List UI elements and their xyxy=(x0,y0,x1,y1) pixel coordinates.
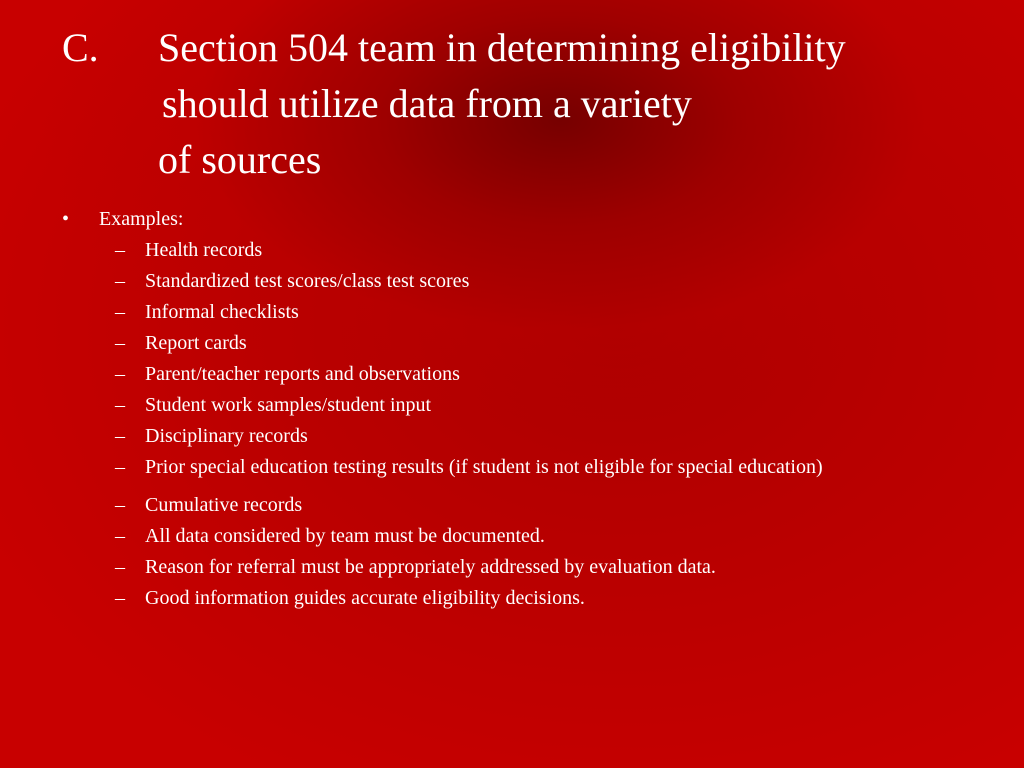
list-item xyxy=(62,490,962,521)
list-item-text: Report cards xyxy=(145,332,247,354)
slide-content xyxy=(62,204,962,614)
title-line-3 xyxy=(62,132,1002,188)
dash-icon: – xyxy=(115,301,125,323)
dash-icon: – xyxy=(115,456,125,478)
list-item xyxy=(62,390,962,421)
dash-icon: – xyxy=(115,363,125,385)
title-line-3-text: of sources xyxy=(158,137,322,182)
list-item-text: Health records xyxy=(145,239,263,261)
examples-label: Examples: xyxy=(99,208,184,230)
list-item-text: Disciplinary records xyxy=(145,425,308,447)
examples-list xyxy=(62,235,962,614)
list-item xyxy=(62,235,962,266)
list-item-text: Student work samples/student input xyxy=(145,394,432,416)
list-item-text: All data considered by team must be documented. xyxy=(145,525,545,547)
title-line-1 xyxy=(62,20,1002,76)
list-item-text: Good information guides accurate eligibility decisions. xyxy=(145,587,585,609)
dash-icon: – xyxy=(115,556,125,578)
examples-bullet xyxy=(62,204,962,235)
title-line-1-text: Section 504 team in determining eligibility xyxy=(158,25,846,70)
list-item-text: Informal checklists xyxy=(145,301,299,323)
dash-icon: – xyxy=(115,270,125,292)
dash-icon: – xyxy=(115,425,125,447)
dash-icon: – xyxy=(115,394,125,416)
list-item xyxy=(62,452,962,490)
list-item xyxy=(62,359,962,390)
dash-icon: – xyxy=(115,494,125,516)
list-item xyxy=(62,583,962,614)
title-line-2 xyxy=(62,76,1002,132)
dash-icon: – xyxy=(115,525,125,547)
list-item-text: Reason for referral must be appropriately addressed by evaluation data. xyxy=(145,556,716,578)
list-item-text: Parent/teacher reports and observations xyxy=(145,363,460,385)
list-item xyxy=(62,266,962,297)
list-item-text: Cumulative records xyxy=(145,494,303,516)
list-item xyxy=(62,297,962,328)
dash-icon: – xyxy=(115,332,125,354)
dash-icon: – xyxy=(115,239,125,261)
slide-title xyxy=(62,20,1002,188)
list-item-text: Standardized test scores/class test scores xyxy=(145,270,470,292)
list-item xyxy=(62,328,962,359)
list-item xyxy=(62,552,962,583)
dash-icon: – xyxy=(115,587,125,609)
title-section-letter: C. xyxy=(62,25,99,70)
list-item-text: Prior special education testing results (if student is not eligible for special education) xyxy=(145,456,823,478)
list-item xyxy=(62,421,962,452)
list-item xyxy=(62,521,962,552)
bullet-icon: • xyxy=(62,208,70,230)
title-line-2-text: should utilize data from a variety xyxy=(162,81,692,126)
